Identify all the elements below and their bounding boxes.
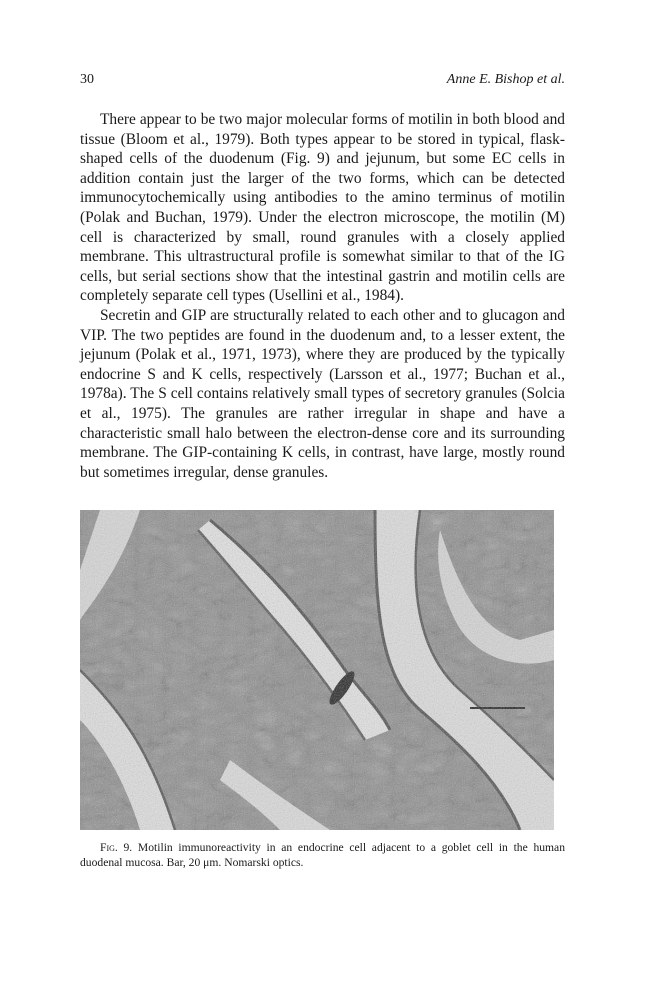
paragraph-secretin-gip: Secretin and GIP are structurally related to each other and to glucagon and VIP. The two peptides are found in the duodenum and, to a lesser extent, the jejunum (Polak et al., 1971, 1973), where they are produced by the typically endocrine S and K cells, respectively (Larsson et al., 1977; Buchan et al., 1978a). The S cell contains relatively small types of secretory granules (Solcia et al., 1975). The granules are rather irregular in shape and have a characteristic small halo between the electron-dense core and its surrounding membrane. The GIP-containing K cells, in contrast, have large, mostly round but sometimes irregular, dense granules. — [80, 306, 565, 481]
page-header — [80, 72, 565, 92]
paragraph-motilin: There appear to be two major molecular forms of motilin in both blood and tissue (Bloom et al., 1979). Both types appear to be stored in typical, flask-shaped cells of the duodenum (Fig. 9) and jejunum, but some EC cells in addition contain just the larger of the two forms, which can be detected immunocytochemically using antibodies to the amino terminus of motilin (Polak and Buchan, 1979). Under the electron microscope, the motilin (M) cell is characterized by small, round granules with a closely applied membrane. This ultrastructural profile is somewhat similar to that of the IG cells, but serial sections show that the intestinal gastrin and motilin cells are completely separate cell types (Usellini et al., 1984). — [80, 111, 565, 305]
micrograph-figure — [80, 510, 554, 830]
figure-label: Fig. 9. — [100, 841, 133, 854]
caption-text: Motilin immunoreactivity in an endocrine cell adjacent to a goblet cell in the human duodenal mucosa. Bar, 20 μm. Nomarski optics. — [80, 841, 565, 869]
micrograph-image — [80, 510, 554, 830]
figure-caption — [80, 840, 565, 870]
page-number: 30 — [80, 72, 94, 87]
body-text — [80, 110, 565, 482]
running-head: Anne E. Bishop et al. — [446, 72, 565, 87]
